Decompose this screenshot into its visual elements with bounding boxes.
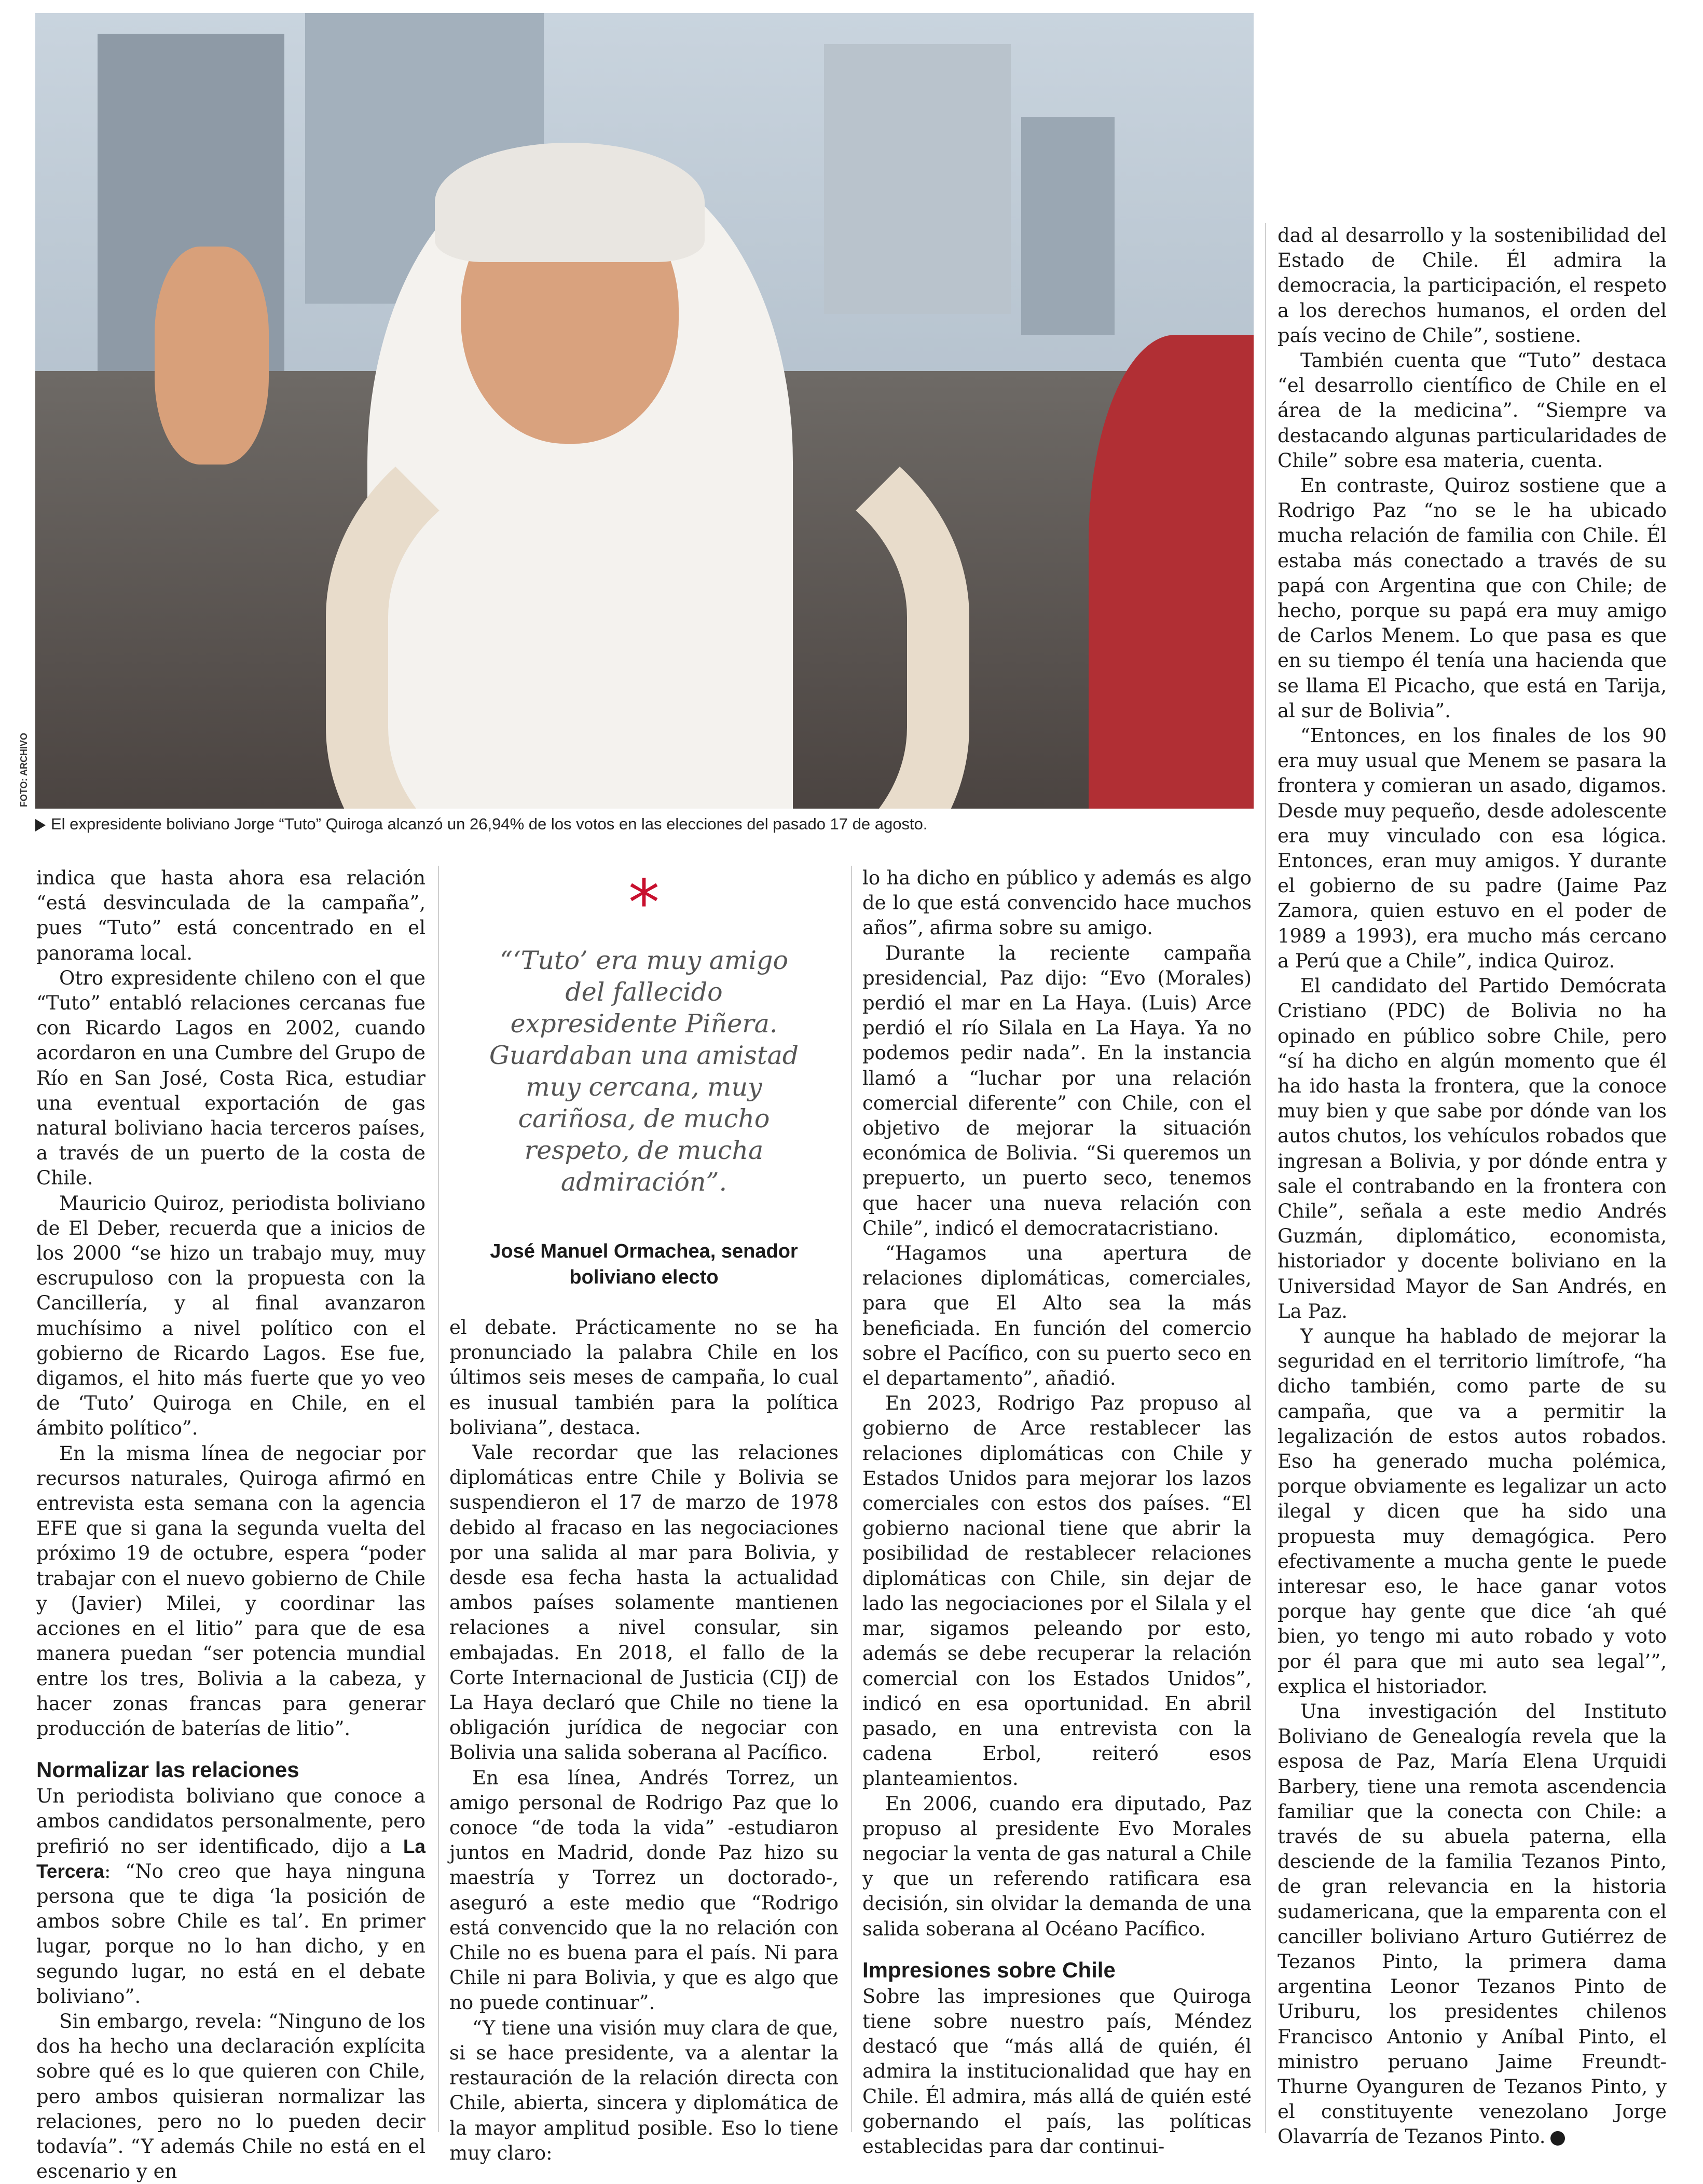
- paragraph: indica que hasta ahora esa relación “está desvinculada de la campaña”, pues “Tuto” está concentrado en el panorama local.: [36, 867, 425, 964]
- paragraph: [36, 1784, 425, 2009]
- paragraph: El candidato del Partido Demócrata Cristiano (PDC) de Bolivia no ha opinado en público sobre Chile, pero “sí ha dicho en algún momento que él ha ido hasta la frontera, que la conoce muy bien y que sabe por dónde van los autos chutos, los vehículos robados que ingresan a Bolivia, y por dónde entra y sale el contrabando en la frontera con Chile”, señala a este medio Andrés Guzmán, diplomático, economista, historiador y docente boliviano en la Universidad Mayor de San Andrés, en La Paz.: [1278, 975, 1667, 1322]
- paragraph: Otro expresidente chileno con el que “Tuto” entabló relaciones cercanas fue con Ricardo Lagos en 2002, cuando acordaron en una Cumbre del Grupo de Río en San José, Costa Rica, estudiar una eventual exportación de gas natural boliviano hacia terceros países, a través de un puerto de la costa de Chile.: [36, 966, 425, 1190]
- paragraph: Mauricio Quiroz, periodista boliviano de El Deber, recuerda que a inicios de los 2000 “se hizo un trabajo muy, muy escrupuloso con la propuesta con la Cancillería, y al final avanzaron muchísimo a nivel político con el gobierno de Ricardo Lagos. Ese fue, digamos, el hito más fuerte que yo veo de ‘Tuto’ Quiroga en Chile, en el ámbito político”.: [36, 1192, 425, 1440]
- paragraph: También cuenta que “Tuto” destaca “el desarrollo científico de Chile en el área de la medicina”. “Siempre va destacando algunas particularidades de Chile” sobre esa materia, cuenta.: [1278, 349, 1667, 472]
- paragraph: [1278, 1699, 1667, 2150]
- paragraph: Sobre las impresiones que Quiroga tiene sobre nuestro país, Méndez destacó que “más allá de quién, él admira la institucionalidad que hay en Chile. Él admira, más allá de quién esté gobernando el país, las políticas establecidas para dar continui-: [862, 1985, 1252, 2158]
- photo-building: [824, 44, 1011, 314]
- pull-quote-author: José Manuel Ormachea, senador boliviano electo: [490, 1240, 798, 1288]
- photo-flower-garland: [326, 397, 969, 809]
- paragraph-text: : “No creo que haya ninguna persona que te diga ‘la posición de ambos sobre Chile es tal’. En primer lugar, porque no lo han dicho, y en segundo lugar, no está en el debate boliviano”.: [36, 1860, 425, 2008]
- article-photo: [35, 13, 1254, 809]
- paragraph: En la misma línea de negociar por recursos naturales, Quiroga afirmó en entrevista esta semana con la agencia EFE que si gana la segunda vuelta del próximo 19 de octubre, espera “poder trabajar con el nuevo gobierno de Chile y (Javier) Milei, y coordinar las acciones en el litio” para que de esa manera puedan “ser potencia mundial entre los tres, Bolivia a la cabeza, y hacer zonas francas para generar producción de baterías de litio”.: [36, 1442, 425, 1740]
- article-column-1: [36, 866, 425, 2184]
- photo-cap: [435, 143, 705, 262]
- paragraph: “Entonces, en los finales de los 90 era muy usual que Menem se pasara la frontera y comieran un asado, digamos. Desde muy pequeño, desde adolescente era muy vinculado con esa lógica. Entonces, eran muy amigos. Y durante el gobierno de su padre (Jaime Paz Zamora, quien estuvo en el poder de 1989 a 1993), era mucho más cercano a Perú que a Chile”, indica Quiroz.: [1278, 725, 1667, 972]
- paragraph: En 2006, cuando era diputado, Paz propuso al presidente Evo Morales negociar la venta de gas natural a Chile y que un referendo ratificara esa decisión, sin olvidar la demanda de una salida soberana al Océano Pacífico.: [862, 1792, 1252, 1940]
- paragraph: Vale recordar que las relaciones diplomáticas entre Chile y Bolivia se suspendieron el 17 de marzo de 1978 debido al fracaso en las negociaciones por una salida al mar para Bolivia, y desde esa fecha hasta la actualidad ambos países solamente mantienen relaciones a nivel consular, sin embajadas. En 2018, el fallo de la Corte Internacional de Justicia (CIJ) de La Haya declaró que Chile no tiene la obligación jurídica de negociar con Bolivia una salida soberana al Pacífico.: [449, 1441, 839, 1764]
- paragraph: “Y tiene una visión muy clara de que, si se hace presidente, va a alentar la restauración de la relación directa con Chile, abierta, sincera y diplomática de la mayor amplitud posible. Eso lo tiene muy claro:: [449, 2016, 839, 2164]
- article-column-4: [1278, 223, 1667, 2150]
- photo-caption: [35, 815, 1254, 841]
- newspaper-name: La Tercera: [36, 1835, 425, 1882]
- paragraph: Durante la reciente campaña presidencial, Paz dijo: “Evo (Morales) perdió el mar en La Haya. (Luis) Arce perdió el río Silala en La Haya. Ya no podemos pedir nada”. En la instancia llamó a “luchar por una relación comercial diferente” con Chile, con el objetivo de mejorar la situación económica de Bolivia. “Si queremos un prepuerto, un puerto seco, tenemos que hacer una nueva relación con Chile”, indicó el democratacristiano.: [862, 941, 1252, 1239]
- paragraph: dad al desarrollo y la sostenibilidad del Estado de Chile. Él admira la democracia, la participación, el respeto a los derechos humanos, el orden del país vecino de Chile”, sostiene.: [1278, 224, 1667, 347]
- caption-arrow-icon: [35, 819, 46, 831]
- asterisk-icon: *: [628, 867, 660, 939]
- photo-credit: FOTO: ARCHIVO: [19, 733, 29, 807]
- paragraph: lo ha dicho en público y además es algo de lo que está convencido hace muchos años”, afirma sobre su amigo.: [862, 867, 1252, 939]
- end-of-article-icon: [1550, 2131, 1565, 2146]
- column-divider: [438, 866, 439, 2132]
- paragraph-text: Un periodista boliviano que conoce a ambos candidatos personalmente, pero prefirió no ser identificado, dijo a: [36, 1785, 425, 1858]
- paragraph: Sin embargo, revela: “Ninguno de los dos ha hecho una declaración explícita sobre qué es lo que quieren con Chile, pero ambos quisieran normalizar las relaciones, pero no lo pueden decir todavía”. “Y además Chile no está en el escenario y en: [36, 2010, 425, 2183]
- paragraph: En contraste, Quiroz sostiene que a Rodrigo Paz “no se le ha ubicado mucha relación de familia con Chile. Él estaba más conectado a través de su papá con Argentina que con Chile; de hecho, porque su papá era muy amigo de Carlos Menem. Lo que pasa es que en su tiempo él tenía una hacienda que se llama El Picacho, que está en Tarija, al sur de Bolivia”.: [1278, 474, 1667, 722]
- photo-right-person: [1089, 335, 1254, 809]
- article-column-2: [449, 1315, 839, 2166]
- paragraph: el debate. Prácticamente no se ha pronunciado la palabra Chile en los últimos seis meses de campaña, lo cual es inusual también para la política boliviana”, destaca.: [449, 1316, 839, 1439]
- section-heading: Normalizar las relaciones: [36, 1757, 299, 1782]
- paragraph: “Hagamos una apertura de relaciones diplomáticas, comerciales, para que El Alto sea la más beneficiada. En función del comercio sobre el Pacífico, con su puerto seco en el departamento”, añadió.: [862, 1242, 1252, 1390]
- photo-raised-hand: [155, 247, 269, 465]
- column-divider: [851, 866, 852, 2132]
- pull-quote-text: “‘Tuto’ era muy amigo del fallecido expresidente Piñera. Guardaban una amistad muy cercana, muy cariñosa, de mucho respeto, de mucha admiración”.: [489, 946, 799, 1197]
- pull-quote: [449, 866, 839, 1302]
- photo-building: [1021, 117, 1115, 335]
- column-divider: [1265, 223, 1266, 2133]
- paragraph-text: Una investigación del Instituto Boliviano de Genealogía revela que la esposa de Paz, María Elena Urquidi Barbery, tiene una remota ascendencia familiar que la conecta con Chile: a través de su abuela paterna, ella desciende de la familia Tezanos Pinto, de gran relevancia en la historia sudamericana, que la emparenta con el canciller boliviano Arturo Gutiérrez de Tezanos Pinto, la primera dama argentina Leonor Tezanos Pinto de Uriburu, los presidentes chilenos Francisco Antonio y Aníbal Pinto, el ministro peruano Jaime Freundt-Thurne Oyanguren de Tezanos Pinto, y el constituyente venezolano Jorge Olavarría de Tezanos Pinto.: [1278, 1700, 1667, 2148]
- caption-text: El expresidente boliviano Jorge “Tuto” Quiroga alcanzó un 26,94% de los votos en las elecciones del pasado 17 de agosto.: [51, 815, 928, 833]
- article-column-3: [862, 866, 1252, 2159]
- paragraph: En 2023, Rodrigo Paz propuso al gobierno de Arce restablecer las relaciones diplomáticas con Chile y Estados Unidos para mejorar los lazos comerciales con estos dos países. “El gobierno nacional tiene que abrir la posibilidad de restablecer relaciones diplomáticas con Chile, sin dejar de lado las negociaciones por el Silala y el mar, sigamos peleando por esto, además se debe recuperar la relación comercial con los Estados Unidos”, indicó en esa oportunidad. En abril pasado, en una entrevista con la cadena Erbol, reiteró esos planteamientos.: [862, 1392, 1252, 1790]
- paragraph: En esa línea, Andrés Torrez, un amigo personal de Rodrigo Paz que lo conoce “de toda la vida” -estudiaron juntos en Madrid, donde Paz hizo su maestría y Torrez un doctorado-, aseguró a este medio que “Rodrigo está convencido que la no relación con Chile no es buena para el país. Ni para Chile ni para Bolivia, y que es algo que no puede continuar”.: [449, 1766, 839, 2014]
- paragraph: Y aunque ha hablado de mejorar la seguridad en el territorio limítrofe, “ha dicho también, como parte de su campaña, que va a permitir la legalización de estos autos robados. Eso ha generado mucha polémica, porque obviamente es legalizar un acto ilegal y dicen que ha sido una propuesta muy demagógica. Pero efectivamente a mucha gente le puede interesar eso, le hace ganar votos porque hay gente que dice ‘ah qué bien, yo tengo mi auto robado y voto por él para que mi auto sea legal’”, explica el historiador.: [1278, 1325, 1667, 1698]
- section-heading: Impresiones sobre Chile: [862, 1957, 1116, 1982]
